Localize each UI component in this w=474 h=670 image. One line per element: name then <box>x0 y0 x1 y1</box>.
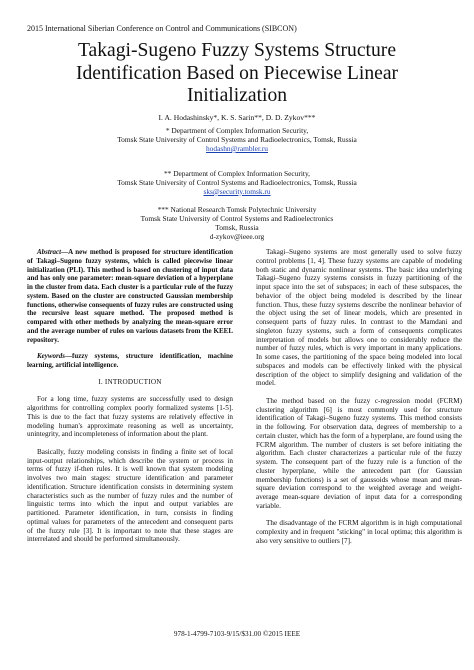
abstract-text: —A new method is proposed for structure identification of Takagi–Sugeno fuzzy systems, which is called piecewise linear initialization (PLI). This method is based on clustering of input data and has only one parameter: mean-square deviation of a hyperplane in the cluster from data. Each cluster is a particular rule of the fuzzy system. Based on the cluster are constructed Gaussian membership functions, otherwise consequents of fuzzy rules are constructed using the recursive least square method. The proposed method is compared with other methods by analyzing the mean-square error and the average number of rules on various datasets from the KEEL repository. <box>27 248 233 344</box>
affiliation-1-dept: * Department of Complex Information Security, <box>165 126 309 135</box>
affiliation-3-city: Tomsk, Russia <box>215 222 259 232</box>
affiliation-1-institution: Tomsk State University of Control Systems and Radioelectronics, Tomsk, Russia <box>117 134 357 144</box>
title-line-3: Initialization <box>186 85 288 106</box>
affiliation-2-institution: Tomsk State University of Control Systems and Radioelectronics, Tomsk, Russia <box>117 177 357 187</box>
abstract <box>27 248 233 344</box>
right-paragraph-2: The method based on the fuzzy c-regression model (FCRM) clustering algorithm [6] is most commonly used for structure identification of Takagi–Sugeno fuzzy systems. This method consists in the following. For observation data, degrees of membership to a certain cluster, which has the form of a hyperplane, are found using the FCRM algorithm. The number of clusters is set before initiating the algorithm. Each cluster characterizes a particular rule of the fuzzy system. The consequent part of the fuzzy rule is a function of the cluster hyperplane, while the antecedent part (for Gaussian membership functions) is a set of gaussoids whose mean and mean-square deviation correspond to the weighted average and weight-average mean-square deviation of input data for a corresponding variable. <box>256 396 462 510</box>
title-line-2: Identification Based on Piecewise Linear <box>75 62 399 84</box>
intro-paragraph-2: Basically, fuzzy modeling consists in finding a finite set of local input-output relationships, which describe the system or process in terms of fuzzy if-then rules. It is well known that system modeling involves two main stages: structure identification and parameter identification. Structure identification consists in determining system characteristics such as the number of fuzzy rules and the number of linguistic terms into which the input and output variables are partitioned. Parameter identification, in turn, consists in finding optimal values for parameters of the antecedent and consequent parts of the fuzzy rule [3]. It is important to note that these stages are interrelated and should be performed simultaneously. <box>27 447 233 544</box>
paper-title <box>20 40 454 108</box>
affiliation-2-dept: ** Department of Complex Information Security, <box>163 169 311 178</box>
right-column <box>256 248 462 546</box>
title-line-1: Takagi-Sugeno Fuzzy Systems Structure <box>77 40 397 61</box>
affiliation-2 <box>20 170 454 197</box>
affiliation-3 <box>20 206 454 242</box>
conference-header: 2015 International Siberian Conference on Control and Communications (SIBCON) <box>27 24 297 33</box>
abstract-label: Abstract <box>37 248 62 256</box>
affiliation-3-institution: Tomsk State University of Control Systems and Radioelectronics <box>140 213 334 223</box>
affiliation-2-email-link[interactable]: sks@security.tomsk.ru <box>203 186 271 196</box>
copyright-footer: 978-1-4799-7103-9/15/$31.00 ©2015 IEEE <box>173 630 301 638</box>
affiliation-1 <box>20 127 454 154</box>
section-heading-introduction: I. INTRODUCTION <box>98 377 162 386</box>
intro-paragraph-1: For a long time, fuzzy systems are successfully used to design algorithms for controlling complex poorly formalized systems [1-5]. This is due to the fact that fuzzy systems are relatively effective in modeling human's approximate reasoning as well as uncertainty, unintegrity, and incompleteness of information about the plant. <box>27 395 233 439</box>
keywords-label: Keywords <box>37 352 65 361</box>
author-list: I. A. Hodashinsky*, K. S. Sarin**, D. D. Zykov*** <box>158 113 316 122</box>
affiliation-1-email-link[interactable]: hodashn@rambler.ru <box>205 143 268 153</box>
right-paragraph-1: Takagi–Sugeno systems are most generally used to solve fuzzy control problems [1, 4]. These fuzzy systems are capable of modeling both static and dynamic nonlinear systems. The basic idea underlying Takagi–Sugeno fuzzy systems consists in fuzzy partitioning of the input space into the set of subspaces; in each of these subspaces, the behavior of the object being modeled is described by the linear function. Thus, these fuzzy systems describe the nonlinear behavior of the object using the set of linear models, which are presented in consequent parts of fuzzy rules. In contrast to the Mamdani and singleton fuzzy systems, such a form of consequents complicates interpretation of models but allows one to considerably reduce the number of fuzzy rules, which is very important in many applications. In some cases, the partitioning of the space being modeled into local subspaces and models can be effectively linked with the physical description of the object to simplify designing and validation of the model. <box>256 248 462 388</box>
right-paragraph-3: The disadvantage of the FCRM algorithm is in high computational complexity and in frequent "sticking" in local optima; this algorithm is also very sensitive to outliers [7]. <box>256 519 462 545</box>
left-column <box>27 248 233 544</box>
keywords-text: —fuzzy systems, structure identification, machine learning, artificial intelligence. <box>27 352 233 369</box>
keywords <box>27 352 233 370</box>
affiliation-3-email: d-zykov@ieee.org <box>209 231 265 241</box>
affiliation-3-university: *** National Research Tomsk Polytechnic University <box>157 205 317 214</box>
